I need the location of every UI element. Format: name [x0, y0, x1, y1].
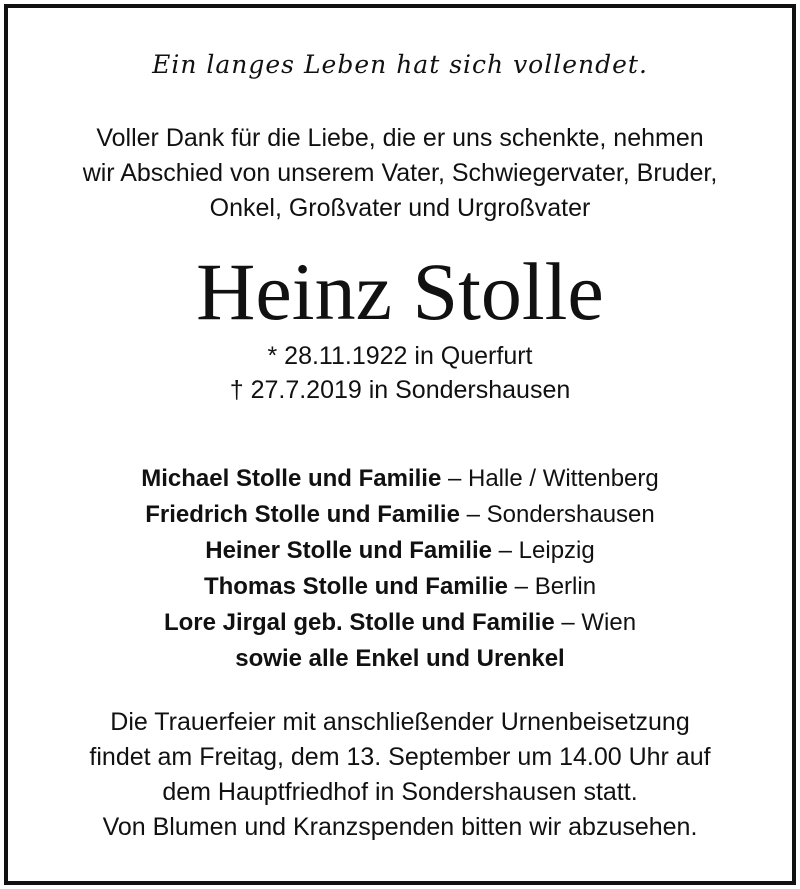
- mourner-name: Heiner Stolle und Familie: [205, 537, 492, 564]
- mourner-row: [8, 641, 792, 677]
- ceremony-line: findet am Freitag, dem 13. September um 14.00 Uhr auf: [89, 743, 711, 771]
- mourner-row: [8, 461, 792, 497]
- ceremony-line: dem Hauptfriedhof in Sondershausen statt.: [162, 778, 638, 806]
- intro-line: wir Abschied von unserem Vater, Schwiegervater, Bruder,: [82, 159, 718, 187]
- obituary-frame: [4, 4, 796, 885]
- mourner-place: – Halle / Wittenberg: [447, 465, 659, 492]
- deceased-name: Heinz Stolle: [196, 246, 604, 337]
- intro-line: Onkel, Großvater und Urgroßvater: [209, 194, 591, 222]
- life-dates: [8, 339, 792, 407]
- mourner-place: – Sondershausen: [466, 501, 655, 528]
- mourner-name: Thomas Stolle und Familie: [203, 573, 508, 600]
- mourner-row: [8, 569, 792, 605]
- motto-line: Ein langes Leben hat sich vollendet.: [152, 50, 648, 79]
- mourners-list: [8, 461, 792, 677]
- mourner-place: – Wien: [561, 609, 637, 636]
- mourner-place: – Berlin: [514, 573, 597, 600]
- birth-date: * 28.11.1922 in Querfurt: [267, 342, 533, 370]
- ceremony-notice: [8, 705, 792, 845]
- mourner-row: [8, 497, 792, 533]
- intro-text: [28, 121, 772, 226]
- mourner-name: Lore Jirgal geb. Stolle und Familie: [163, 609, 555, 636]
- intro-line: Voller Dank für die Liebe, die er uns schenkte, nehmen: [96, 124, 704, 152]
- death-date: † 27.7.2019 in Sondershausen: [229, 376, 571, 404]
- mourner-row: [8, 605, 792, 641]
- mourner-name: Friedrich Stolle und Familie: [145, 501, 460, 528]
- mourner-name: sowie alle Enkel und Urenkel: [235, 645, 565, 672]
- mourner-name: Michael Stolle und Familie: [141, 465, 442, 492]
- ceremony-line: Die Trauerfeier mit anschließender Urnenbeisetzung: [110, 708, 690, 736]
- mourner-place: – Leipzig: [498, 537, 595, 564]
- ceremony-line: Von Blumen und Kranzspenden bitten wir abzusehen.: [102, 813, 698, 841]
- mourner-row: [8, 533, 792, 569]
